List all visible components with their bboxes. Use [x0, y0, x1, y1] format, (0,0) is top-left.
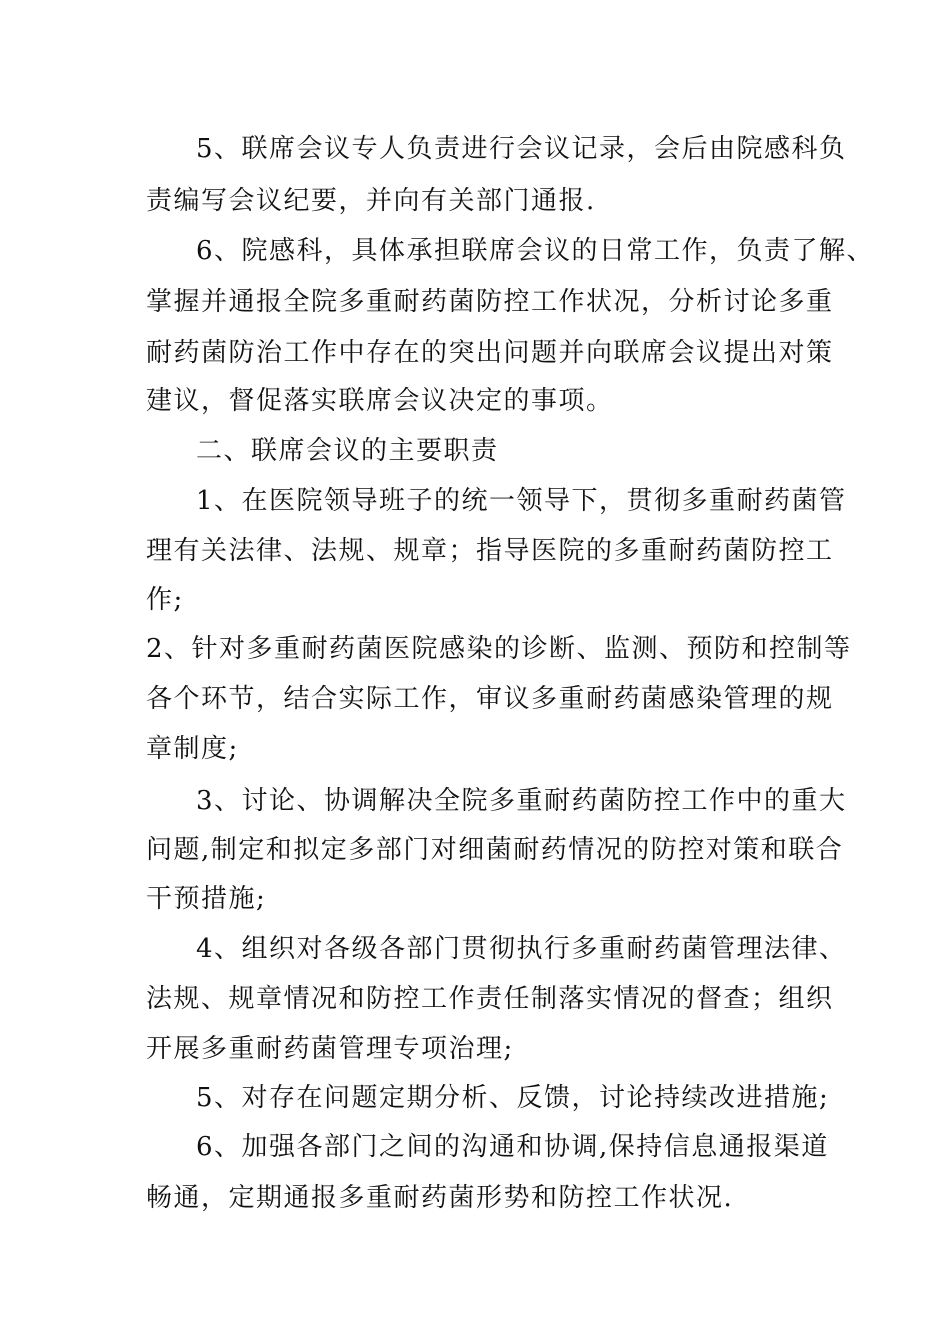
paragraph-line: 作;	[146, 585, 184, 615]
paragraph-line: 6、加强各部门之间的沟通和协调,保持信息通报渠道	[196, 1132, 829, 1162]
paragraph-line: 5、对存在问题定期分析、反馈，讨论持续改进措施;	[196, 1083, 830, 1113]
paragraph-line: 各个环节，结合实际工作，审议多重耐药菌感染管理的规	[146, 684, 834, 714]
paragraph-line: 问题,制定和拟定多部门对细菌耐药情况的防控对策和联合	[146, 835, 844, 865]
paragraph-line: 1、在医院领导班子的统一领导下，贯彻多重耐药菌管	[196, 486, 847, 516]
paragraph-line: 掌握并通报全院多重耐药菌防控工作状况，分析讨论多重	[146, 287, 834, 317]
paragraph-line: 干预措施;	[146, 884, 267, 914]
paragraph-line: 畅通，定期通报多重耐药菌形势和防控工作状况.	[146, 1183, 734, 1213]
paragraph-line: 5、联席会议专人负责进行会议记录，会后由院感科负	[196, 134, 847, 164]
paragraph-line: 章制度;	[146, 734, 239, 764]
paragraph-line: 2、针对多重耐药菌医院感染的诊断、监测、预防和控制等	[146, 634, 852, 664]
paragraph-line: 法规、规章情况和防控工作责任制落实情况的督查；组织	[146, 984, 834, 1014]
paragraph-line: 6、院感科，具体承担联席会议的日常工作，负责了解、	[196, 236, 875, 266]
paragraph-line: 耐药菌防治工作中存在的突出问题并向联席会议提出对策	[146, 338, 834, 368]
paragraph-line: 4、组织对各级各部门贯彻执行多重耐药菌管理法律、	[196, 934, 847, 964]
paragraph-line: 建议，督促落实联席会议决定的事项。	[146, 386, 614, 416]
section-heading: 二、联席会议的主要职责	[196, 436, 499, 466]
paragraph-line: 理有关法律、法规、规章；指导医院的多重耐药菌防控工	[146, 536, 834, 566]
paragraph-line: 3、讨论、协调解决全院多重耐药菌防控工作中的重大	[196, 786, 847, 816]
paragraph-line: 开展多重耐药菌管理专项治理;	[146, 1034, 514, 1064]
paragraph-line: 责编写会议纪要，并向有关部门通报.	[146, 186, 596, 216]
